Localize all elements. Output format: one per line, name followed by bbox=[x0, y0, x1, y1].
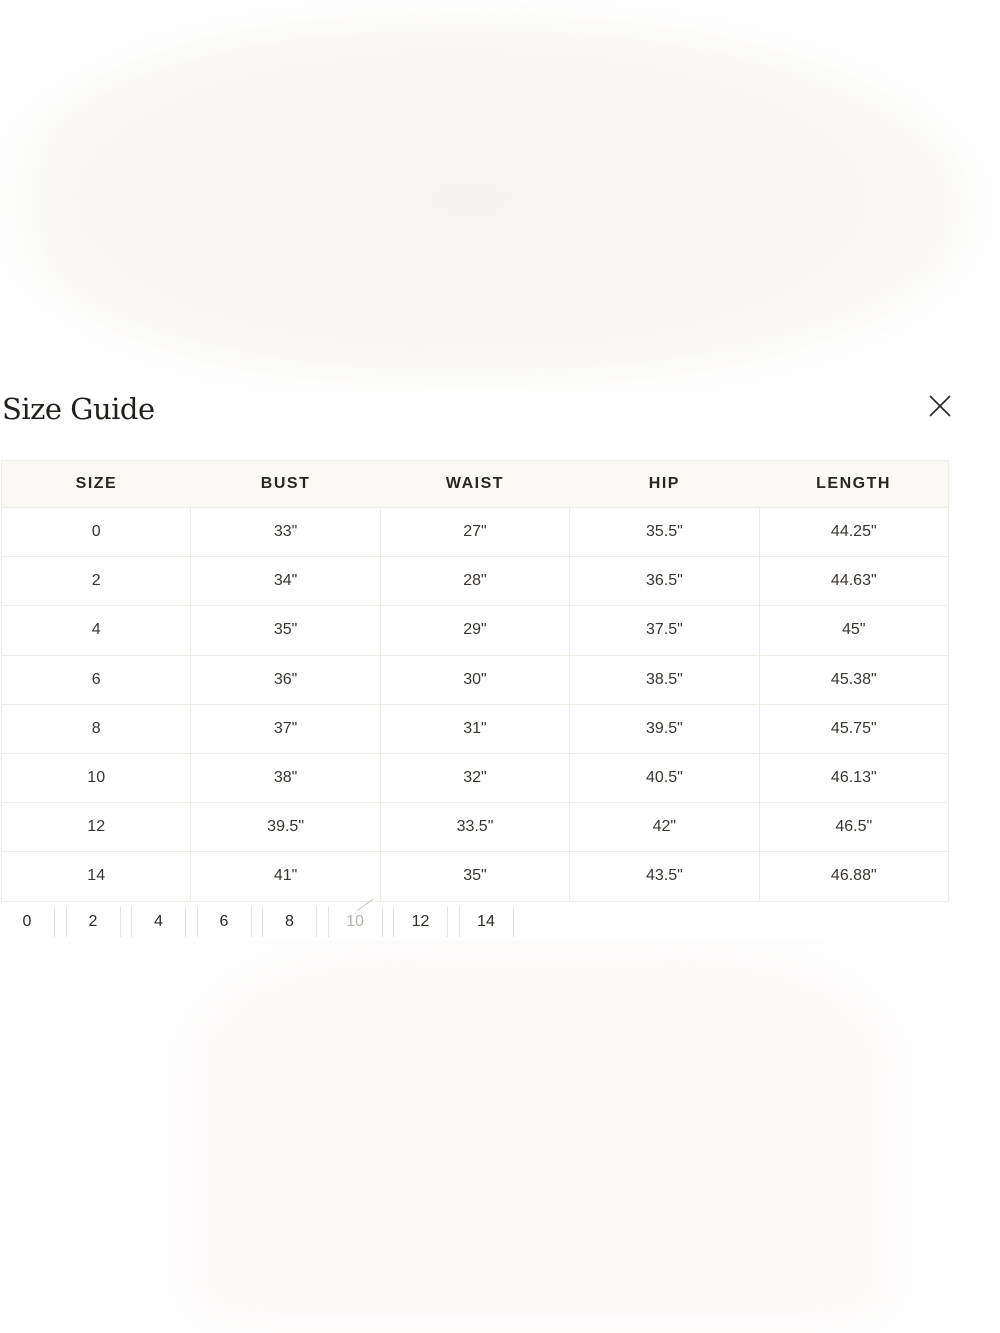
table-row bbox=[2, 655, 949, 704]
size-option-label: 6 bbox=[219, 913, 229, 930]
cell-length: 45.75" bbox=[759, 704, 948, 753]
table-row bbox=[2, 606, 949, 655]
cell-hip: 43.5" bbox=[570, 852, 759, 901]
close-icon bbox=[924, 390, 956, 422]
table-header-row bbox=[2, 461, 949, 508]
table-row bbox=[2, 704, 949, 753]
cell-size: 4 bbox=[2, 606, 191, 655]
cell-size: 12 bbox=[2, 803, 191, 852]
cell-bust: 41" bbox=[191, 852, 380, 901]
cell-bust: 35" bbox=[191, 606, 380, 655]
size-option-label: 0 bbox=[22, 913, 32, 930]
cell-length: 45.38" bbox=[759, 655, 948, 704]
cell-hip: 35.5" bbox=[570, 508, 759, 557]
cell-bust: 39.5" bbox=[191, 803, 380, 852]
size-guide-modal bbox=[0, 392, 1000, 940]
cell-bust: 37" bbox=[191, 704, 380, 753]
cell-length: 45" bbox=[759, 606, 948, 655]
table-row bbox=[2, 557, 949, 606]
modal-title: Size Guide bbox=[2, 392, 155, 426]
size-option[interactable] bbox=[262, 907, 317, 937]
cell-waist: 30" bbox=[380, 655, 569, 704]
cell-hip: 38.5" bbox=[570, 655, 759, 704]
cell-size: 2 bbox=[2, 557, 191, 606]
cell-hip: 39.5" bbox=[570, 704, 759, 753]
size-option-label: 12 bbox=[411, 913, 430, 930]
cell-hip: 37.5" bbox=[570, 606, 759, 655]
header-bust: BUST bbox=[191, 461, 380, 508]
cell-waist: 35" bbox=[380, 852, 569, 901]
size-option-label: 10 bbox=[346, 913, 364, 930]
size-option[interactable] bbox=[0, 907, 55, 937]
table-row bbox=[2, 508, 949, 557]
background-product-shape bbox=[30, 20, 970, 380]
size-guide-table bbox=[1, 460, 949, 902]
cell-length: 44.63" bbox=[759, 557, 948, 606]
cell-waist: 31" bbox=[380, 704, 569, 753]
size-option[interactable] bbox=[393, 907, 448, 937]
cell-length: 46.88" bbox=[759, 852, 948, 901]
cell-waist: 29" bbox=[380, 606, 569, 655]
size-option[interactable] bbox=[131, 907, 186, 937]
header-length: LENGTH bbox=[759, 461, 948, 508]
cell-waist: 33.5" bbox=[380, 803, 569, 852]
header-waist: WAIST bbox=[380, 461, 569, 508]
cell-size: 6 bbox=[2, 655, 191, 704]
cell-hip: 40.5" bbox=[570, 753, 759, 802]
cell-size: 10 bbox=[2, 753, 191, 802]
size-option[interactable] bbox=[328, 907, 383, 937]
table-row bbox=[2, 803, 949, 852]
cell-size: 14 bbox=[2, 852, 191, 901]
header-hip: HIP bbox=[570, 461, 759, 508]
cell-length: 46.13" bbox=[759, 753, 948, 802]
cell-bust: 34" bbox=[191, 557, 380, 606]
cell-waist: 32" bbox=[380, 753, 569, 802]
size-option[interactable] bbox=[459, 907, 514, 937]
table-row bbox=[2, 753, 949, 802]
cell-waist: 28" bbox=[380, 557, 569, 606]
size-selector bbox=[0, 907, 524, 937]
size-option-label: 14 bbox=[477, 913, 495, 930]
cell-length: 44.25" bbox=[759, 508, 948, 557]
cell-size: 0 bbox=[2, 508, 191, 557]
size-option-label: 8 bbox=[285, 913, 294, 930]
size-option[interactable] bbox=[197, 907, 252, 937]
close-button[interactable] bbox=[924, 390, 956, 422]
header-size: SIZE bbox=[2, 461, 191, 508]
size-option-label: 4 bbox=[154, 913, 163, 930]
cell-size: 8 bbox=[2, 704, 191, 753]
size-option[interactable] bbox=[66, 907, 121, 937]
cell-waist: 27" bbox=[380, 508, 569, 557]
table-row bbox=[2, 852, 949, 901]
cell-hip: 36.5" bbox=[570, 557, 759, 606]
cell-bust: 36" bbox=[191, 655, 380, 704]
size-option-label: 2 bbox=[88, 913, 98, 930]
background-product-image-bottom bbox=[180, 940, 900, 1333]
cell-length: 46.5" bbox=[759, 803, 948, 852]
cell-bust: 38" bbox=[191, 753, 380, 802]
cell-bust: 33" bbox=[191, 508, 380, 557]
cell-hip: 42" bbox=[570, 803, 759, 852]
